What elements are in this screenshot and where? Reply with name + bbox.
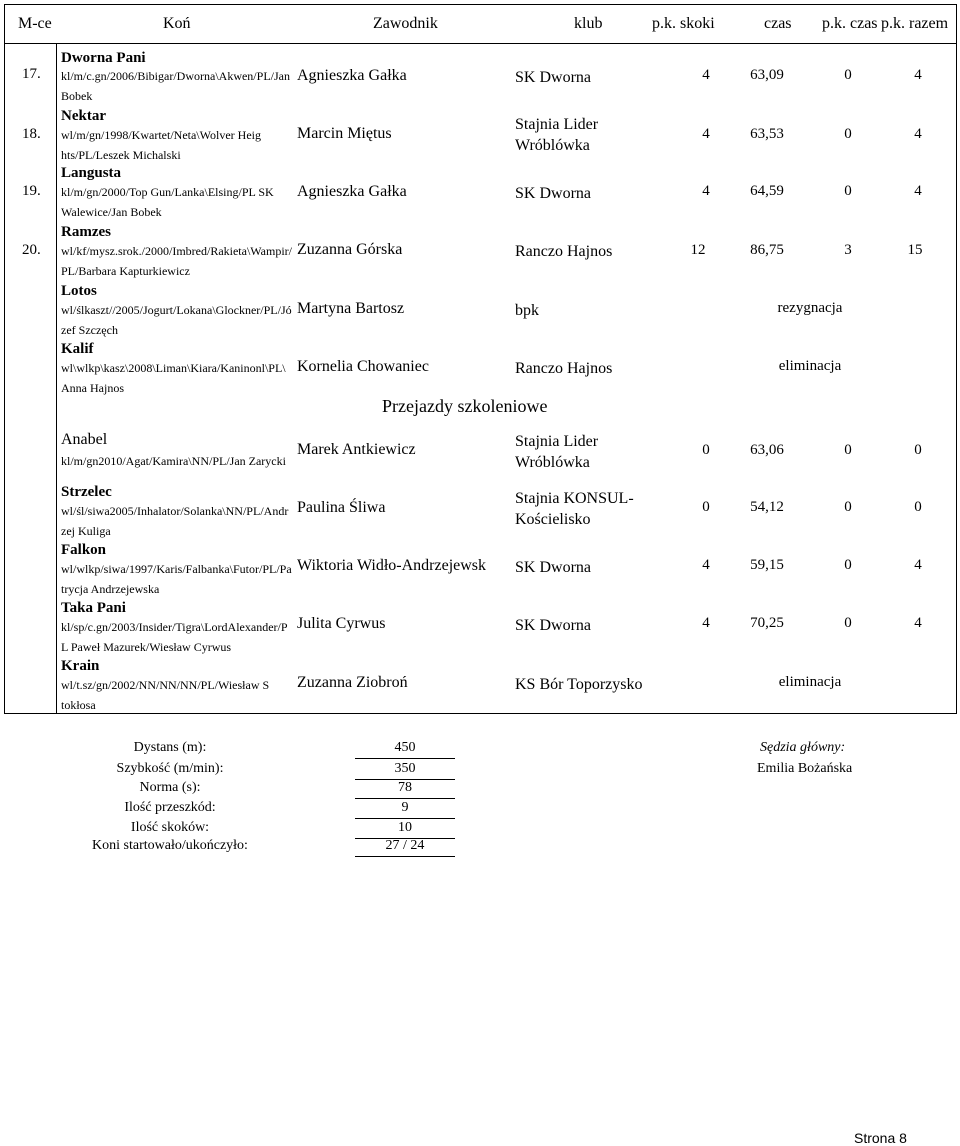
penalty-jumps: 4	[702, 67, 710, 83]
header-penalty-total: p.k. razem	[881, 15, 949, 32]
time: 63,09	[750, 67, 784, 83]
place: 19.	[22, 183, 41, 199]
rider-name: Martyna Bartosz	[297, 300, 405, 317]
header-horse: Koń	[163, 15, 191, 32]
horse-pedigree: wl/kf/mysz.srok./2000/Imbred/Rakieta\Wampir/PL/Barbara Kapturkiewicz	[61, 244, 292, 278]
penalty-total: 4	[914, 126, 922, 142]
horse-pedigree: wl/wlkp/siwa/1997/Karis/Falbanka\Futor/PL/Patrycja Andrzejewska	[61, 562, 292, 596]
rider-name: Zuzanna Górska	[297, 241, 403, 258]
penalty-jumps: 12	[690, 242, 706, 258]
summary-value: 9	[355, 800, 455, 819]
penalty-total: 4	[914, 183, 922, 199]
club-name: bpk	[515, 302, 539, 319]
penalty-time: 0	[844, 557, 852, 573]
penalty-total: 0	[914, 499, 922, 515]
horse-pedigree: wl/t.sz/gn/2002/NN/NN/NN/PL/Wiesław Stokłosa	[61, 678, 270, 712]
place: 17.	[22, 66, 41, 82]
summary-label: Dystans (m):	[133, 740, 207, 755]
horse-name: Dworna Pani	[61, 50, 146, 66]
penalty-time: 0	[844, 615, 852, 631]
club-name: Ranczo Hajnos	[515, 243, 613, 260]
club-name: Stajnia KONSUL-Kościelisko	[515, 490, 634, 528]
section-title: Przejazdy szkoleniowe	[382, 396, 548, 416]
time: 86,75	[750, 242, 784, 258]
penalty-jumps: 4	[702, 126, 710, 142]
club-name: Stajnia Lider Wróblówka	[515, 116, 599, 154]
penalty-total: 4	[914, 557, 922, 573]
summary-label: Ilość przeszkód:	[124, 800, 216, 815]
summary-label: Koni startowało/ukończyło:	[92, 838, 248, 853]
horse-name: Ramzes	[61, 224, 111, 240]
summary-value: 27 / 24	[355, 838, 455, 857]
club-name: SK Dworna	[515, 185, 591, 202]
summary-label: Ilość skoków:	[130, 820, 210, 835]
status-withdrawn: rezygnacja	[777, 300, 843, 316]
horse-name: Nektar	[61, 108, 106, 124]
time: 63,06	[750, 442, 784, 458]
judge-name: Emilia Bożańska	[757, 761, 853, 776]
penalty-total: 0	[914, 442, 922, 458]
table-header	[4, 4, 957, 44]
horse-name: Anabel	[61, 431, 108, 448]
status-eliminated: eliminacja	[778, 358, 842, 374]
rider-name: Kornelia Chowaniec	[297, 358, 429, 375]
horse-pedigree: kl/sp/c.gn/2003/Insider/Tigra\LordAlexander/PL Paweł Mazurek/Wiesław Cyrwus	[61, 620, 288, 654]
penalty-jumps: 0	[702, 442, 710, 458]
horse-name: Lotos	[61, 283, 97, 299]
rider-name: Julita Cyrwus	[297, 615, 386, 632]
time: 63,53	[750, 126, 784, 142]
summary-value: 10	[355, 820, 455, 839]
summary-label: Norma (s):	[139, 780, 201, 795]
header-time: czas	[764, 15, 792, 32]
place-column	[4, 44, 57, 714]
time: 54,12	[750, 499, 784, 515]
rider-name: Marek Antkiewicz	[297, 441, 416, 458]
rider-name: Wiktoria Widło-Andrzejewsk	[297, 557, 487, 574]
club-name: SK Dworna	[515, 559, 591, 576]
judge-label: Sędzia główny:	[760, 740, 846, 755]
horse-name: Falkon	[61, 542, 107, 558]
penalty-time: 0	[844, 442, 852, 458]
horse-pedigree: wl/śl/siwa2005/Inhalator/Solanka\NN/PL/Andrzej Kuliga	[61, 504, 289, 538]
time: 59,15	[750, 557, 784, 573]
horse-pedigree: wl\wlkp\kasz\2008\Liman\Kiara/Kaninonl\PL\ Anna Hajnos	[61, 361, 286, 395]
rider-name: Agnieszka Gałka	[297, 183, 407, 200]
club-name: SK Dworna	[515, 617, 591, 634]
header-club: klub	[574, 15, 603, 32]
time: 70,25	[750, 615, 784, 631]
status-eliminated: eliminacja	[778, 674, 842, 690]
header-place: M-ce	[18, 15, 52, 32]
penalty-total: 4	[914, 615, 922, 631]
place: 18.	[22, 126, 41, 142]
place: 20.	[22, 242, 41, 258]
penalty-time: 0	[844, 499, 852, 515]
horse-name: Langusta	[61, 165, 122, 181]
club-name: SK Dworna	[515, 69, 591, 86]
penalty-time: 0	[844, 67, 852, 83]
header-penalty-time: p.k. czas	[822, 15, 878, 32]
horse-pedigree: kl/m/c.gn/2006/Bibigar/Dworna\Akwen/PL/Jan Bobek	[61, 69, 290, 103]
rider-name: Marcin Miętus	[297, 125, 392, 142]
penalty-jumps: 4	[702, 183, 710, 199]
summary-value: 350	[355, 761, 455, 780]
header-penalty-jumps: p.k. skoki	[652, 15, 715, 32]
page-number: Strona 8	[854, 1130, 907, 1146]
penalty-jumps: 4	[702, 557, 710, 573]
horse-pedigree: kl/m/gn/2000/Top Gun/Lanka\Elsing/PL SK Walewice/Jan Bobek	[61, 185, 274, 219]
penalty-time: 3	[844, 242, 852, 258]
horse-name: Taka Pani	[61, 600, 126, 616]
header-rider: Zawodnik	[373, 15, 438, 32]
horse-name: Kalif	[61, 341, 94, 357]
horse-pedigree: wl/ślkaszt//2005/Jogurt/Lokana\Glockner/PL/Józef Szczęch	[61, 303, 292, 337]
club-name: KS Bór Toporzysko	[515, 676, 643, 693]
summary-value: 78	[355, 780, 455, 799]
horse-pedigree: kl/m/gn2010/Agat/Kamira\NN/PL/Jan Zarycki	[61, 454, 286, 468]
rider-name: Paulina Śliwa	[297, 499, 386, 516]
horse-name: Strzelec	[61, 484, 112, 500]
horse-name: Krain	[61, 658, 100, 674]
rider-name: Zuzanna Ziobroń	[297, 674, 408, 691]
club-name: Ranczo Hajnos	[515, 360, 613, 377]
time: 64,59	[750, 183, 784, 199]
club-name: Stajnia Lider Wróblówka	[515, 433, 599, 471]
summary-label: Szybkość (m/min):	[116, 761, 224, 776]
summary-value: 450	[355, 740, 455, 759]
penalty-total: 15	[907, 242, 923, 258]
rider-name: Agnieszka Gałka	[297, 67, 407, 84]
penalty-total: 4	[914, 67, 922, 83]
penalty-jumps: 4	[702, 615, 710, 631]
penalty-jumps: 0	[702, 499, 710, 515]
penalty-time: 0	[844, 183, 852, 199]
penalty-time: 0	[844, 126, 852, 142]
horse-pedigree: wl/m/gn/1998/Kwartet/Neta\Wolver Heights/PL/Leszek Michalski	[61, 128, 261, 162]
